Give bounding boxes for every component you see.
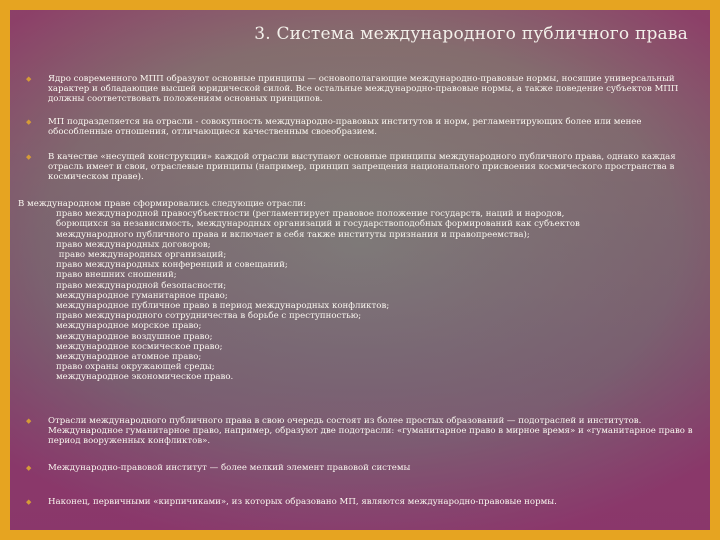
branch-item: международное экономическое право. — [56, 372, 234, 383]
branches-list — [18, 199, 712, 383]
branch-item: право международных организаций; — [56, 250, 227, 261]
bullet-text: В качестве «несущей конструкции» каждой отрасли выступают основные принципы международного публичного права, однако каждая отрасль имеет и свои, отраслевые принципы (например, принцип запрещения национального присвоения космического пространства в космическом праве). — [48, 152, 676, 183]
branch-item: международного публичного права и включает в себя также институты признания и правопреемства); — [56, 229, 530, 240]
branch-item: международное гуманитарное право; — [56, 290, 228, 301]
bullet-marker-icon: ◆ — [26, 118, 32, 126]
bullet-marker-icon: ◆ — [26, 153, 32, 161]
branches-intro: В международном праве сформировались следующие отрасли: — [18, 199, 307, 209]
bullet-text: Ядро современного МПП образуют основные принципы — основополагающие международно-правовые нормы, носящие универсальный характер и обладающие высшей юридической силой. Все остальные международно-правовые нормы, а также поведение субъектов МПП должны соответствовать положениям основных принципов. — [48, 74, 679, 105]
bullet-marker-icon: ◆ — [26, 75, 32, 83]
branch-item: международное воздушное право; — [56, 331, 213, 342]
bullet-text: Наконец, первичными «кирпичиками», из которых образовано МП, являются международно-правовые нормы. — [48, 497, 557, 507]
branch-item: право международной безопасности; — [56, 280, 227, 291]
bullet-marker-icon: ◆ — [26, 417, 32, 425]
branch-item: право международных договоров; — [56, 239, 211, 250]
bullet-text: МП подразделяется на отрасли - совокупность международно-правовых институтов и норм, регламентирующих более или менее обособленные отношения, отличающиеся качественным своеобразием. — [48, 117, 642, 138]
slide-title: 3. Система международного публичного права — [254, 24, 688, 44]
branch-item: право международной правосубъектности (регламентирует правовое положение государств, наций и народов, — [56, 209, 565, 220]
branch-item: право охраны окружающей среды; — [56, 362, 215, 373]
slide-panel — [10, 10, 710, 530]
branch-item: международное космическое право; — [56, 341, 223, 352]
branch-item: международное публичное право в период международных конфликтов; — [56, 301, 390, 312]
bullet-marker-icon: ◆ — [26, 464, 32, 472]
branch-item: борющихся за независимость, международных организаций и государствоподобных формирований как субъектов — [56, 219, 580, 230]
branch-item: международное атомное право; — [56, 352, 202, 363]
branch-item: международное морское право; — [56, 321, 202, 332]
branch-item: право международного сотрудничества в борьбе с преступностью; — [56, 311, 362, 322]
slide-content — [10, 10, 710, 530]
branch-item: право международных конференций и совещаний; — [56, 260, 288, 271]
bullet-text: Отрасли международного публичного права в свою очередь состоят из более простых образований — подотраслей и институтов. Международное гуманитарное право, например, образуют две подотрасли: «гуманитарное право в мирное время» и «гуманитарное право в период вооруженных конфликтов». — [48, 416, 693, 447]
bullet-text: Международно-правовой институт — более мелкий элемент правовой системы — [48, 463, 411, 473]
bullet-marker-icon: ◆ — [26, 498, 32, 506]
branch-item: право внешних сношений; — [56, 270, 177, 281]
